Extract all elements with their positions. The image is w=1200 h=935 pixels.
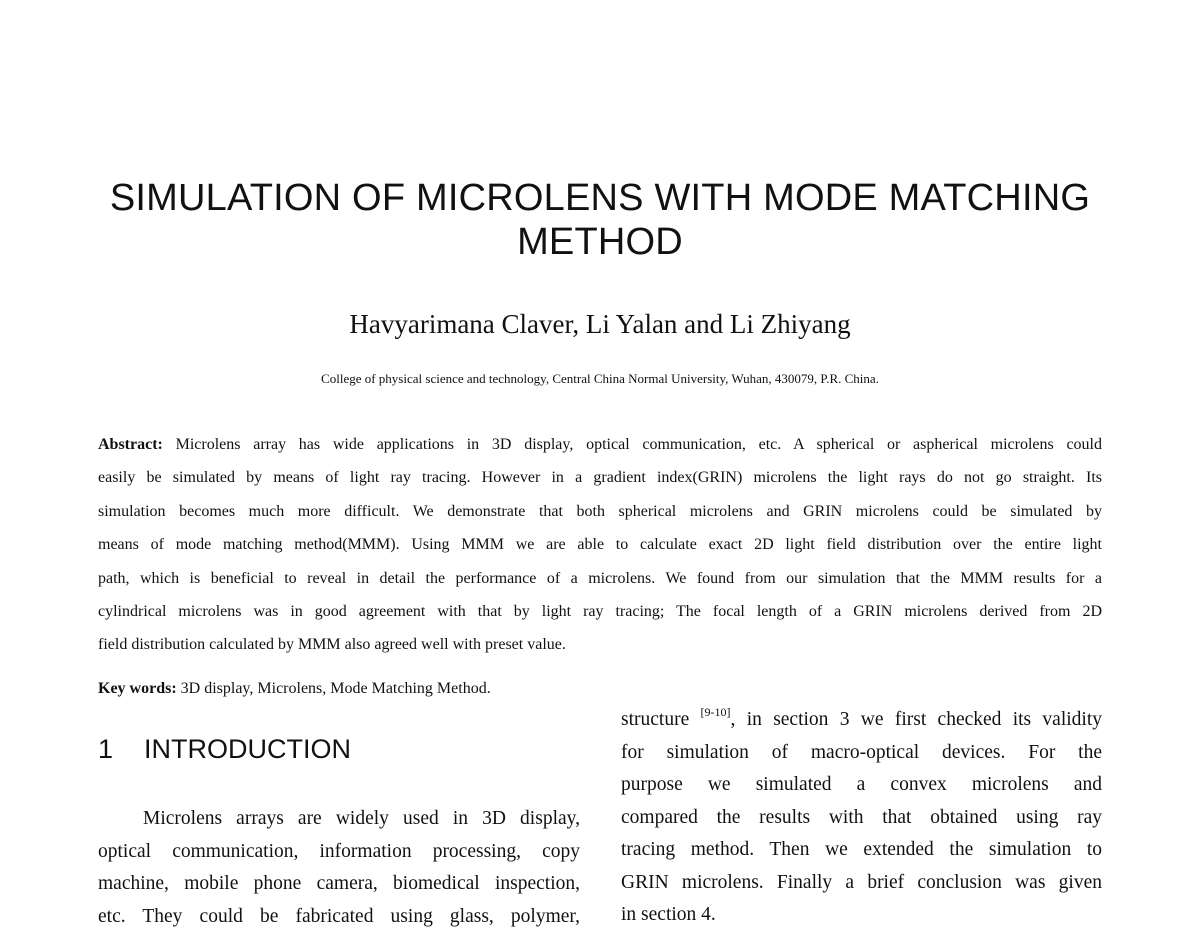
abstract-line: easily be simulated by means of light ray tracing. However in a gradient index(GRIN) microlens the light rays do not go straight. Its — [98, 469, 1102, 487]
keywords-text: 3D display, Microlens, Mode Matching Method. — [180, 680, 491, 697]
paragraph-line: tracing method. Then we extended the simulation to — [621, 839, 1102, 860]
paragraph-line: optical communication, information processing, copy — [98, 840, 580, 862]
paragraph-line: GRIN microlens. Finally a brief conclusion was given — [621, 871, 1102, 893]
paper-title — [60, 176, 1140, 264]
keywords — [98, 678, 698, 700]
paragraph-word: structure — [621, 709, 690, 730]
affiliation: College of physical science and technology, Central China Normal University, Wuhan, 430079, P.R. China. — [321, 371, 879, 386]
title-line-2: METHOD — [517, 221, 683, 263]
abstract-label: Abstract: — [98, 436, 163, 453]
paragraph-line: for simulation of macro-optical devices. For the — [621, 741, 1102, 763]
citation: [9-10] — [700, 705, 731, 719]
paragraph-line: machine, mobile phone camera, biomedical inspection, — [98, 873, 580, 894]
intro-column-left — [98, 803, 580, 933]
abstract-line: path, which is beneficial to reveal in detail the performance of a microlens. We found from our simulation that the MMM results for a — [98, 569, 1102, 587]
author-list: Havyarimana Claver, Li Yalan and Li Zhiyang — [349, 309, 851, 339]
intro-column-right — [621, 704, 1102, 932]
paragraph-line — [621, 704, 1102, 737]
title-line-1: SIMULATION OF MICROLENS WITH MODE MATCHING — [109, 177, 1091, 219]
abstract-line — [98, 428, 1102, 461]
abstract-line: field distribution calculated by MMM also agreed well with preset value. — [98, 636, 566, 654]
paragraph-line: compared the results with that obtained using ray — [621, 806, 1102, 828]
paragraph-line: purpose we simulated a convex microlens and — [621, 774, 1102, 795]
abstract-line: means of mode matching method(MMM). Using MMM we are able to calculate exact 2D light field distribution over the entire light — [98, 536, 1102, 554]
abstract — [98, 428, 1102, 662]
section-heading-introduction — [98, 731, 351, 767]
paragraph-text: , in section 3 we first checked its validity — [730, 709, 1103, 730]
section-title: INTRODUCTION — [144, 734, 351, 764]
abstract-line: simulation becomes much more difficult. We demonstrate that both spherical microlens and GRIN microlens could be simulated by — [98, 502, 1102, 520]
keywords-label: Key words: — [98, 680, 177, 697]
paragraph-line: Microlens arrays are widely used in 3D display, — [143, 808, 580, 829]
abstract-line: cylindrical microlens was in good agreement with that by light ray tracing; The focal length of a GRIN microlens derived from 2D — [98, 603, 1102, 621]
abstract-text: Microlens array has wide applications in 3D display, optical communication, etc. A spherical or aspherical microlens could — [175, 436, 1103, 453]
paragraph-line: etc. They could be fabricated using glass, polymer, — [98, 905, 580, 927]
section-number: 1 — [98, 734, 114, 764]
paragraph-line: in section 4. — [621, 904, 716, 925]
